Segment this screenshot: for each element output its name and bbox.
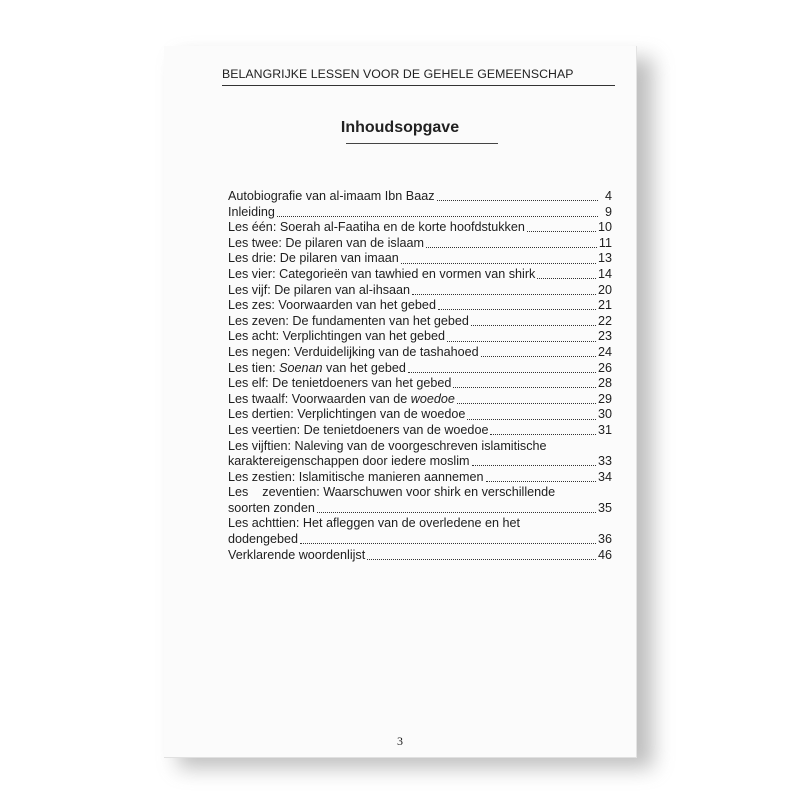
header-rule bbox=[222, 85, 615, 86]
toc-entry[interactable]: Les tien: Soenan van het gebed 26 bbox=[228, 360, 612, 375]
toc-page-number: 20 bbox=[597, 282, 612, 297]
toc-page-number: 22 bbox=[597, 313, 612, 328]
toc-entry[interactable]: Les dertien: Verplichtingen van de woedoe 30 bbox=[228, 407, 612, 422]
toc-entry[interactable]: Inleiding 9 bbox=[228, 204, 612, 219]
title-underline bbox=[346, 143, 498, 144]
toc-entry[interactable]: Les veertien: De tenietdoeners van de woedoe 31 bbox=[228, 422, 612, 437]
toc-page-number: 14 bbox=[597, 266, 612, 281]
toc-entry-line2[interactable]: dodengebed 36 bbox=[228, 532, 612, 547]
toc-page-number: 31 bbox=[597, 422, 612, 437]
toc-page-number: 21 bbox=[597, 298, 612, 313]
toc-entry-line1[interactable]: Les achttien: Het afleggen van de overledene en het bbox=[228, 516, 520, 531]
toc-page-number: 33 bbox=[597, 454, 612, 469]
page-title: Inhoudsopgave bbox=[340, 119, 460, 136]
toc-page-number: 24 bbox=[597, 344, 612, 359]
running-header: BELANGRIJKE LESSEN VOOR DE GEHELE GEMEENSCHAP bbox=[222, 67, 574, 81]
toc-page-number: 36 bbox=[597, 532, 612, 547]
toc-entry[interactable]: Les vijf: De pilaren van al-ihsaan 20 bbox=[228, 282, 612, 297]
toc-entry[interactable]: Les elf: De tenietdoeners van het gebed 28 bbox=[228, 376, 612, 391]
toc-entry-line1[interactable]: Les zeventien: Waarschuwen voor shirk en verschillende bbox=[228, 485, 556, 500]
toc-entry[interactable]: Les twee: De pilaren van de islaam 11 bbox=[228, 235, 612, 250]
toc-entry[interactable]: Les twaalf: Voorwaarden van de woedoe 29 bbox=[228, 391, 612, 406]
book-page bbox=[164, 46, 637, 758]
toc-page-number: 4 bbox=[604, 189, 612, 203]
toc-page-number: 11 bbox=[598, 235, 612, 250]
toc-entry[interactable]: Les vier: Categorieën van tawhied en vormen van shirk 14 bbox=[228, 266, 612, 281]
toc-entry[interactable]: Les negen: Verduidelijking van de tashahoed 24 bbox=[228, 344, 612, 359]
toc-page-number: 35 bbox=[597, 500, 612, 515]
toc-page-number: 9 bbox=[604, 204, 612, 219]
toc-page-number: 34 bbox=[597, 469, 612, 484]
toc-page-number: 23 bbox=[597, 329, 612, 344]
page-number: 3 bbox=[397, 734, 403, 748]
toc-entry-line2[interactable]: soorten zonden 35 bbox=[228, 500, 612, 515]
toc-entry[interactable]: Les één: Soerah al-Faatiha en de korte hoofdstukken 10 bbox=[228, 220, 612, 235]
toc-page-number: 10 bbox=[597, 220, 612, 235]
toc-entry[interactable]: Les drie: De pilaren van imaan 13 bbox=[228, 251, 612, 266]
table-of-contents bbox=[228, 189, 612, 563]
toc-page-number: 30 bbox=[597, 407, 612, 422]
toc-entry[interactable]: Les acht: Verplichtingen van het gebed 23 bbox=[228, 329, 612, 344]
toc-entry[interactable]: Les zeven: De fundamenten van het gebed 22 bbox=[228, 313, 612, 328]
toc-entry[interactable]: Autobiografie van al-imaam Ibn Baaz 4 bbox=[228, 189, 612, 203]
toc-page-number: 26 bbox=[597, 360, 612, 375]
toc-entry[interactable]: Les zes: Voorwaarden van het gebed 21 bbox=[228, 298, 612, 313]
toc-entry-line2[interactable]: karaktereigenschappen door iedere moslim 33 bbox=[228, 454, 612, 469]
toc-entry-line1[interactable]: Les vijftien: Naleving van de voorgeschreven islamitische bbox=[228, 438, 547, 453]
toc-page-number: 28 bbox=[597, 376, 612, 391]
toc-page-number: 13 bbox=[597, 251, 612, 266]
toc-page-number: 29 bbox=[597, 391, 612, 406]
toc-entry[interactable]: Les zestien: Islamitische manieren aannemen 34 bbox=[228, 469, 612, 484]
toc-entry[interactable]: Verklarende woordenlijst 46 bbox=[228, 547, 612, 562]
toc-page-number: 46 bbox=[597, 547, 612, 562]
